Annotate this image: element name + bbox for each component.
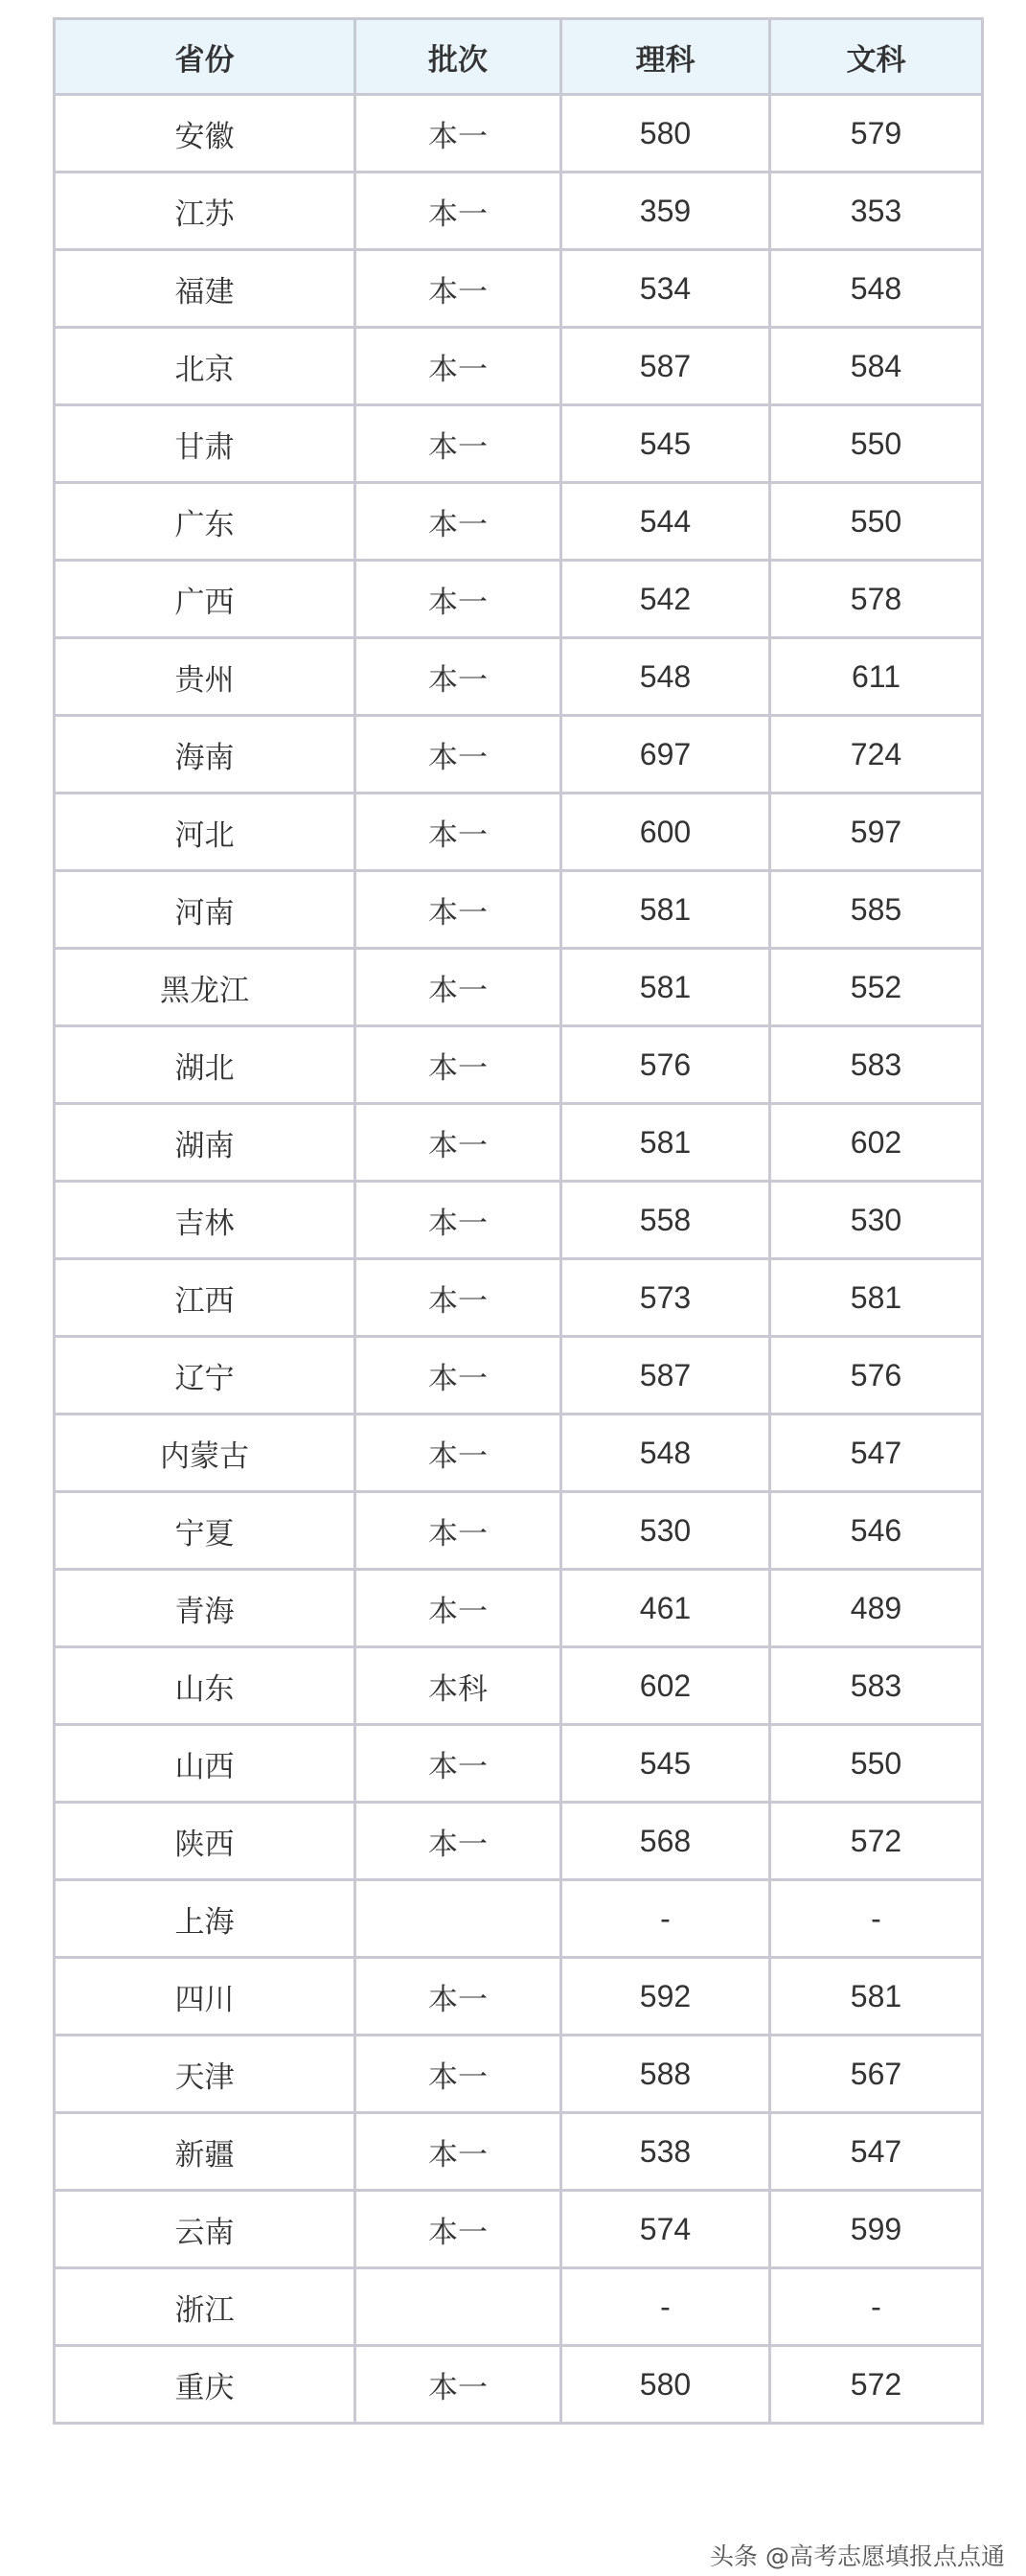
table-row: [55, 561, 983, 638]
cell-province: 新疆: [55, 2113, 355, 2191]
header-batch: 批次: [355, 19, 561, 95]
cell-arts: 724: [770, 716, 983, 794]
cell-batch: 本一: [355, 638, 561, 716]
cell-batch: 本一: [355, 328, 561, 405]
cell-batch: 本一: [355, 1803, 561, 1880]
table-row: [55, 2346, 983, 2424]
cell-province: 贵州: [55, 638, 355, 716]
header-row: [55, 19, 983, 95]
cell-science: 544: [561, 483, 770, 561]
cell-province: 山西: [55, 1725, 355, 1803]
cell-province: 吉林: [55, 1182, 355, 1259]
cell-province: 江西: [55, 1259, 355, 1337]
cell-arts: 548: [770, 250, 983, 328]
cell-science: 581: [561, 1104, 770, 1182]
cell-province: 河北: [55, 794, 355, 871]
cell-province: 河南: [55, 871, 355, 949]
table-row: [55, 405, 983, 483]
cell-science: 573: [561, 1259, 770, 1337]
table-row: [55, 250, 983, 328]
cell-arts: 599: [770, 2191, 983, 2268]
table-row: [55, 172, 983, 250]
cell-science: 576: [561, 1026, 770, 1104]
table-row: [55, 1958, 983, 2036]
cell-science: 581: [561, 871, 770, 949]
cell-arts: 585: [770, 871, 983, 949]
header-province: 省份: [55, 19, 355, 95]
cell-province: 湖南: [55, 1104, 355, 1182]
cell-province: 海南: [55, 716, 355, 794]
cell-batch: 本一: [355, 2036, 561, 2113]
cell-province: 陕西: [55, 1803, 355, 1880]
table-row: [55, 1337, 983, 1414]
cell-arts: 552: [770, 949, 983, 1026]
cell-batch: 本一: [355, 2346, 561, 2424]
cell-science: 545: [561, 405, 770, 483]
cell-batch: 本一: [355, 949, 561, 1026]
table-row: [55, 871, 983, 949]
cell-science: 542: [561, 561, 770, 638]
table-row: [55, 95, 983, 172]
cell-arts: 581: [770, 1259, 983, 1337]
cell-arts: 572: [770, 2346, 983, 2424]
cell-province: 江苏: [55, 172, 355, 250]
table-row: [55, 1647, 983, 1725]
table-row: [55, 638, 983, 716]
table-row: [55, 1492, 983, 1570]
table-row: [55, 1259, 983, 1337]
cell-batch: 本一: [355, 1259, 561, 1337]
cell-batch: 本一: [355, 172, 561, 250]
cell-batch: 本一: [355, 405, 561, 483]
cell-province: 内蒙古: [55, 1414, 355, 1492]
cell-batch: 本一: [355, 1958, 561, 2036]
cell-science: 588: [561, 2036, 770, 2113]
cell-arts: 530: [770, 1182, 983, 1259]
cell-batch: 本科: [355, 1647, 561, 1725]
table-row: [55, 328, 983, 405]
cell-province: 山东: [55, 1647, 355, 1725]
watermark: 头条 @高考志愿填报点点通: [710, 2542, 1005, 2570]
cell-province: 四川: [55, 1958, 355, 2036]
cell-arts: 546: [770, 1492, 983, 1570]
table-row: [55, 1026, 983, 1104]
cell-science: 602: [561, 1647, 770, 1725]
table-row: [55, 1880, 983, 1958]
cell-province: 上海: [55, 1880, 355, 1958]
cell-province: 北京: [55, 328, 355, 405]
cell-province: 甘肃: [55, 405, 355, 483]
cell-arts: 547: [770, 1414, 983, 1492]
score-table: [53, 17, 984, 2425]
header-arts: 文科: [770, 19, 983, 95]
cell-batch: 本一: [355, 1492, 561, 1570]
cell-batch: 本一: [355, 2113, 561, 2191]
cell-arts: 353: [770, 172, 983, 250]
cell-arts: 579: [770, 95, 983, 172]
cell-science: 534: [561, 250, 770, 328]
cell-batch: 本一: [355, 561, 561, 638]
cell-arts: 581: [770, 1958, 983, 2036]
cell-science: 548: [561, 638, 770, 716]
cell-province: 宁夏: [55, 1492, 355, 1570]
cell-batch: 本一: [355, 716, 561, 794]
cell-arts: -: [770, 1880, 983, 1958]
cell-batch: 本一: [355, 871, 561, 949]
cell-batch: 本一: [355, 1337, 561, 1414]
table-row: [55, 2268, 983, 2346]
table-row: [55, 483, 983, 561]
cell-science: 592: [561, 1958, 770, 2036]
table-row: [55, 716, 983, 794]
cell-science: 545: [561, 1725, 770, 1803]
cell-arts: -: [770, 2268, 983, 2346]
cell-arts: 578: [770, 561, 983, 638]
table-row: [55, 949, 983, 1026]
cell-province: 广西: [55, 561, 355, 638]
cell-province: 黑龙江: [55, 949, 355, 1026]
cell-arts: 489: [770, 1570, 983, 1647]
cell-batch: 本一: [355, 1414, 561, 1492]
cell-science: 359: [561, 172, 770, 250]
table-row: [55, 1182, 983, 1259]
table-row: [55, 1104, 983, 1182]
table-header: [55, 19, 983, 95]
cell-science: 558: [561, 1182, 770, 1259]
cell-province: 浙江: [55, 2268, 355, 2346]
cell-arts: 583: [770, 1647, 983, 1725]
cell-province: 云南: [55, 2191, 355, 2268]
cell-science: -: [561, 1880, 770, 1958]
cell-science: 530: [561, 1492, 770, 1570]
table-body: [55, 95, 983, 2424]
table-row: [55, 794, 983, 871]
cell-science: 697: [561, 716, 770, 794]
cell-science: 574: [561, 2191, 770, 2268]
cell-batch: 本一: [355, 95, 561, 172]
cell-arts: 584: [770, 328, 983, 405]
table-row: [55, 2191, 983, 2268]
cell-science: 568: [561, 1803, 770, 1880]
cell-batch: 本一: [355, 1182, 561, 1259]
cell-arts: 602: [770, 1104, 983, 1182]
cell-province: 重庆: [55, 2346, 355, 2424]
cell-arts: 583: [770, 1026, 983, 1104]
cell-province: 安徽: [55, 95, 355, 172]
cell-science: 461: [561, 1570, 770, 1647]
cell-province: 湖北: [55, 1026, 355, 1104]
cell-batch: 本一: [355, 1026, 561, 1104]
cell-arts: 611: [770, 638, 983, 716]
cell-province: 青海: [55, 1570, 355, 1647]
cell-batch: [355, 2268, 561, 2346]
cell-arts: 547: [770, 2113, 983, 2191]
cell-science: 580: [561, 2346, 770, 2424]
cell-province: 辽宁: [55, 1337, 355, 1414]
cell-province: 福建: [55, 250, 355, 328]
cell-science: 548: [561, 1414, 770, 1492]
cell-arts: 550: [770, 1725, 983, 1803]
cell-arts: 550: [770, 483, 983, 561]
cell-batch: 本一: [355, 250, 561, 328]
cell-batch: 本一: [355, 2191, 561, 2268]
cell-science: 587: [561, 328, 770, 405]
cell-batch: 本一: [355, 1570, 561, 1647]
table-row: [55, 2113, 983, 2191]
cell-science: 600: [561, 794, 770, 871]
cell-arts: 572: [770, 1803, 983, 1880]
cell-arts: 550: [770, 405, 983, 483]
cell-science: -: [561, 2268, 770, 2346]
cell-science: 587: [561, 1337, 770, 1414]
cell-batch: 本一: [355, 483, 561, 561]
cell-science: 580: [561, 95, 770, 172]
cell-science: 581: [561, 949, 770, 1026]
header-science: 理科: [561, 19, 770, 95]
table-row: [55, 1803, 983, 1880]
table-row: [55, 1414, 983, 1492]
cell-batch: [355, 1880, 561, 1958]
cell-province: 天津: [55, 2036, 355, 2113]
table-row: [55, 1570, 983, 1647]
cell-batch: 本一: [355, 794, 561, 871]
cell-province: 广东: [55, 483, 355, 561]
cell-arts: 597: [770, 794, 983, 871]
cell-batch: 本一: [355, 1104, 561, 1182]
cell-arts: 567: [770, 2036, 983, 2113]
table-row: [55, 2036, 983, 2113]
cell-arts: 576: [770, 1337, 983, 1414]
table-row: [55, 1725, 983, 1803]
cell-batch: 本一: [355, 1725, 561, 1803]
cell-science: 538: [561, 2113, 770, 2191]
